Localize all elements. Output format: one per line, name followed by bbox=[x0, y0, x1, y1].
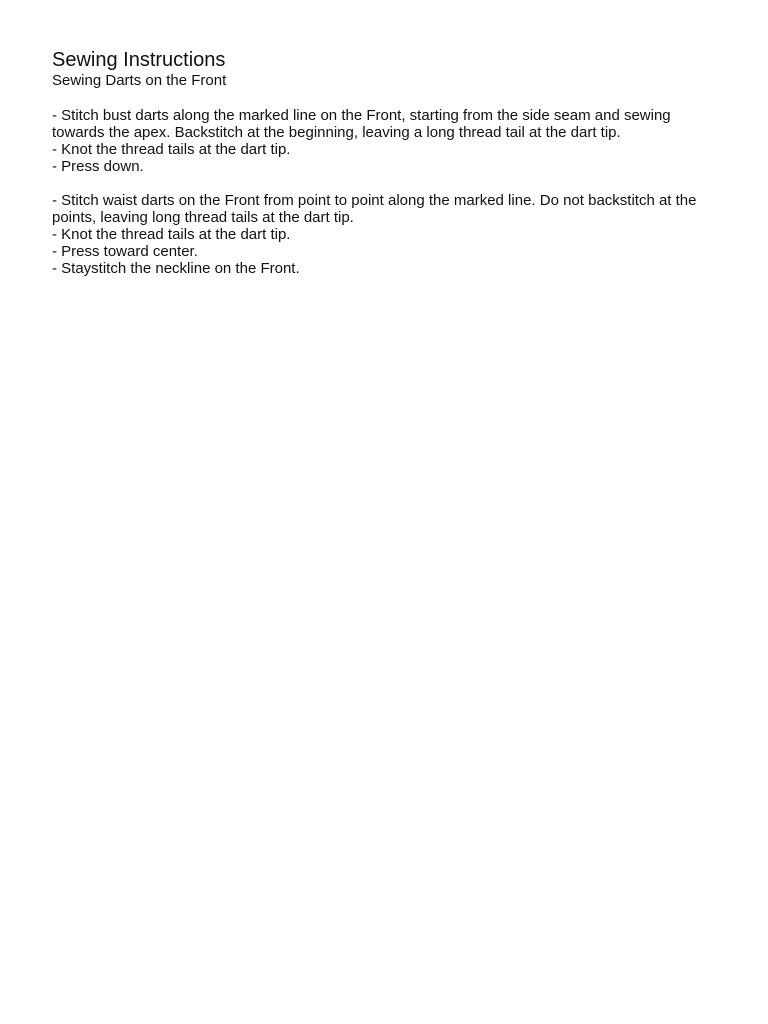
instruction-line: - Press down. bbox=[52, 158, 144, 175]
spacer bbox=[52, 90, 712, 107]
document-title: Sewing Instructions bbox=[52, 49, 226, 71]
instruction-line: - Press toward center. bbox=[52, 243, 198, 260]
document-subtitle: Sewing Darts on the Front bbox=[52, 72, 227, 89]
instruction-line: - Knot the thread tails at the dart tip. bbox=[52, 226, 291, 243]
instruction-line: - Knot the thread tails at the dart tip. bbox=[52, 141, 291, 158]
instruction-line: - Stitch waist darts on the Front from point to point along the marked line. Do not backstitch at the points, leaving long thread tails at the dart tip. bbox=[52, 192, 697, 226]
instruction-block-waist-darts bbox=[52, 192, 712, 277]
instruction-line: - Staystitch the neckline on the Front. bbox=[52, 260, 300, 277]
document-page bbox=[52, 48, 712, 277]
instruction-line: - Stitch bust darts along the marked line on the Front, starting from the side seam and sewing towards the apex. Backstitch at the beginning, leaving a long thread tail at the dart tip. bbox=[52, 107, 671, 141]
spacer bbox=[52, 175, 712, 192]
instruction-block-bust-darts bbox=[52, 107, 712, 175]
